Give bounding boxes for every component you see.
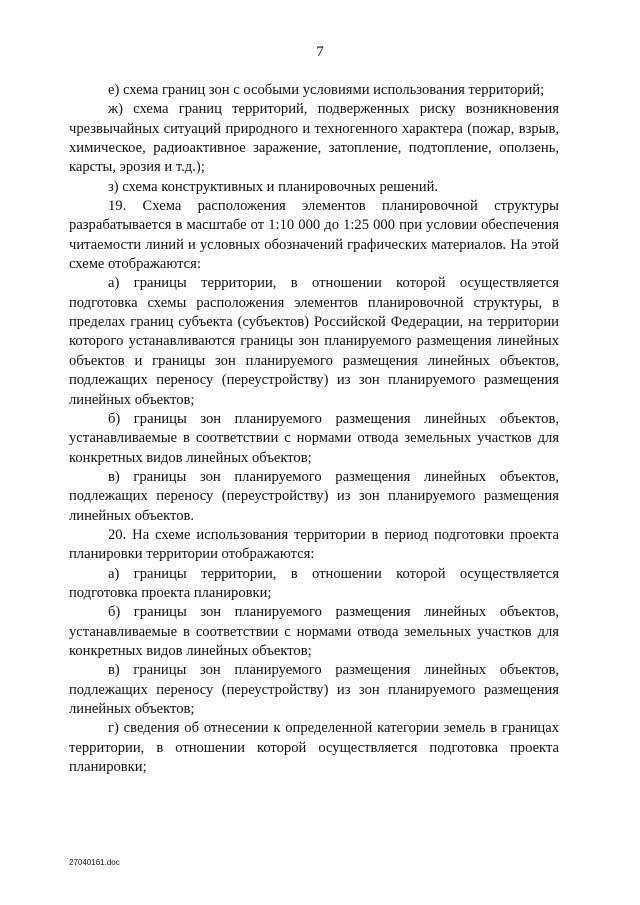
paragraph-20-usage-scheme: 20. На схеме использования территории в период подготовки проекта планировки территории отображаются: [69, 526, 559, 563]
paragraph-19b-placement-zones: б) границы зон планируемого размещения линейных объектов, устанавливаемые в соответствии с нормами отвода земельных участков для конкретных видов линейных объектов; [69, 410, 559, 466]
paragraph-20v-relocation-zones: в) границы зон планируемого размещения линейных объектов, подлежащих переносу (переустройству) из зон планируемого размещения линейных объектов; [69, 662, 559, 717]
paragraph-19a-territory-borders: а) границы территории, в отношении которой осуществляется подготовка схемы расположения элементов планировочной структуры, в пределах границ субъекта (субъектов) Российской Федерации, на территории которого устанавливаются границы зон планируемого размещения линейных объектов и границы зон планируемого размещения линейных объектов, подлежащих переносу (переустройству) из зон планируемого размещения линейных объектов; [69, 275, 559, 408]
page-number: 7 [316, 44, 324, 60]
footer-filename: 27040161.doc [69, 858, 120, 867]
paragraph-20g-land-category: г) сведения об отнесении к определенной категории земель в границах территории, в отношении которой осуществляется подготовка проекта планировки; [69, 720, 559, 776]
document-body [69, 81, 559, 777]
paragraph-20a-territory-borders: а) границы территории, в отношении которой осуществляется подготовка проекта планировки; [69, 565, 559, 601]
paragraph-zh-emergency-risk: ж) схема границ территорий, подверженных риску возникновения чрезвычайных ситуаций природного и техногенного характера (пожар, взрыв, химическое, радиоактивное заражение, затопление, подтопление, оползень, карсты, эрозия и т.д.); [69, 101, 559, 176]
paragraph-20b-placement-zones: б) границы зон планируемого размещения линейных объектов, устанавливаемые в соответствии с нормами отвода земельных участков для конкретных видов линейных объектов; [69, 604, 559, 659]
paragraph-e-special-zones: е) схема границ зон с особыми условиями использования территорий; [108, 82, 545, 98]
paragraph-z-constructive-solutions: з) схема конструктивных и планировочных решений. [108, 178, 439, 195]
paragraph-19-structure-scheme: 19. Схема расположения элементов планировочной структуры разрабатывается в масштабе от 1:10 000 до 1:25 000 при условии обеспечения читаемости линий и условных обозначений графических материалов. На этой схеме отображаются: [69, 198, 559, 273]
paragraph-19v-relocation-zones: в) границы зон планируемого размещения линейных объектов, подлежащих переносу (переустройству) из зон планируемого размещения линейных объектов. [69, 468, 559, 524]
